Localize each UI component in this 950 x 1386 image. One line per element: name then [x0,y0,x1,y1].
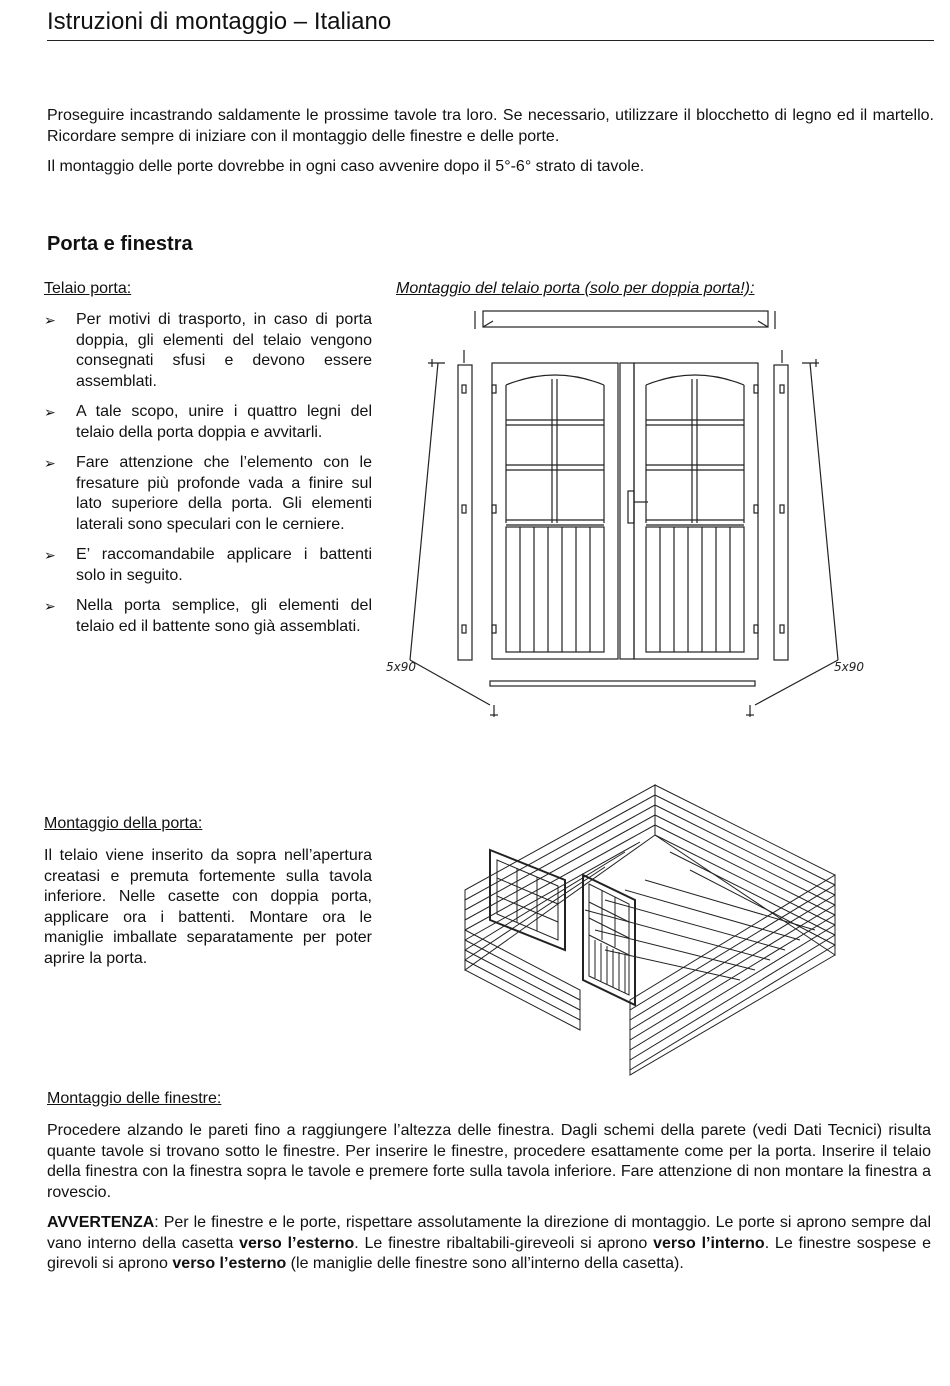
intro-paragraph: Proseguire incastrando saldamente le prossime tavole tra loro. Se necessario, utilizzare il blocchetto di legno ed il martello. Ricordare sempre di iniziare con il montaggio delle finestre e delle porte. [47,107,934,145]
list-item [44,545,372,586]
arrow-bullet-icon: ➢ [44,312,56,328]
bullet-text: A tale scopo, unire i quattro legni del telaio della porta doppia e avvitarli. [76,403,372,441]
list-item [44,453,372,535]
bullet-text: E’ raccomandabile applicare i battenti solo in seguito. [76,546,372,584]
door-paragraph: Il telaio viene inserito da sopra nell’apertura creatasi e premuta fortemente sulla tavola inferiore. Nelle casette con doppia porta, applicare ora i battenti. Montare ora le maniglie imballate separatamente per poter aprire la porta. [44,847,372,967]
bullet-text: Per motivi di trasporto, in caso di porta doppia, gli elementi del telaio vengono consegnati sfusi e devono essere assemblati. [76,311,372,390]
list-item [44,596,372,637]
windows-heading: Montaggio delle finestre: [47,1090,222,1107]
left-door-leaf [492,363,618,659]
frame-diagram-title: Montaggio del telaio porta (solo per doppia porta!): [396,280,755,297]
door-heading: Montaggio della porta: [44,815,203,832]
left-screw-label: 5x90 [386,660,417,674]
warning-emphasis: verso l’esterno [239,1234,355,1252]
right-door-leaf [634,363,758,659]
frame-bullet-list [44,310,372,647]
windows-paragraph: Procedere alzando le pareti fino a raggiungere l’altezza delle finestra. Dagli schemi della parete (vedi Dati Tecnici) risulta quante tavole si trovano sotto le finestre. Per inserire le finestre, procedere esattamente come per la porta. Inserire il telaio della finestra con la finestra sopra le tavole e premere forte sulla tavola inferiore. Fare attenzione di non montare la finestra a rovescio. [47,1122,931,1201]
section-title: Porta e finestra [47,233,193,255]
arrow-bullet-icon: ➢ [44,455,56,471]
warning-text: . Le finestre ribaltabili-gireveoli si aprono [354,1234,654,1252]
arrow-bullet-icon: ➢ [44,598,56,614]
intro-note: Il montaggio delle porte dovrebbe in ogni caso avvenire dopo il 5°-6° strato di tavole. [47,158,645,175]
header-divider [47,40,934,41]
warning-text: (le maniglie delle finestre sono all’interno della casetta). [286,1255,684,1272]
arrow-bullet-icon: ➢ [44,547,56,563]
bullet-text: Nella porta semplice, gli elementi del telaio ed il battente sono già assemblati. [76,597,372,635]
right-screw-label: 5x90 [834,660,865,674]
bullet-text: Fare attenzione che l’elemento con le fresature più profonde vada a finire sul lato superiore della porta. Gli elementi laterali sono speculari con le cerniere. [76,454,372,533]
warning-emphasis: verso l’interno [653,1234,765,1252]
arrow-bullet-icon: ➢ [44,404,56,420]
warning-text: . Le finestre sospese e girevoli si aprono [47,1234,932,1272]
list-item [44,310,372,392]
door-frame-diagram [380,305,870,725]
cabin-assembly-illustration [455,780,895,1080]
warning-emphasis: verso l’esterno [172,1255,287,1272]
list-item [44,402,372,443]
page-title: Istruzioni di montaggio – Italiano [47,8,392,35]
top-frame-piece [483,311,768,327]
warning-paragraph [47,1213,931,1275]
warning-label: AVVERTENZA [47,1214,155,1231]
warning-text: : Per le finestre e le porte, rispettare assolutamente la direzione di montaggio. Le porte si aprono sempre dal vano interno della casetta [47,1214,931,1252]
bottom-frame-piece [490,681,755,686]
frame-heading: Telaio porta: [44,280,132,297]
